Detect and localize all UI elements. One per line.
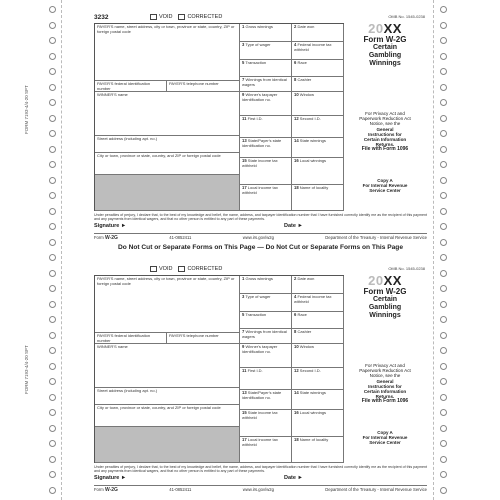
box-14[interactable]: 14 State winnings [292,390,344,410]
notice-line: Notice, see the [369,121,401,127]
field-label: City or town, province or state, country, and ZIP or foreign postal code [97,405,221,410]
box-label: Second I.D. [299,368,321,373]
notice-line: General [376,126,394,132]
box-5[interactable]: 5 Transaction [240,312,292,329]
payer-name-field[interactable] [95,276,240,333]
box-label: State/Payer's state identification no. [242,138,282,148]
title-line: Gambling [368,52,402,59]
notice-line: General [376,378,394,384]
box-9[interactable]: 9 Winner's taxpayer identification no. [240,92,292,116]
box-6[interactable]: 6 Race [292,312,344,329]
footer-url: www.irs.gov/w2g [242,235,274,240]
copy-label: Copy A [377,178,393,183]
title-line: Winnings [369,312,401,319]
box-label: Transaction [245,312,267,317]
notice-line: Instructions for [368,131,402,137]
pin-hole [440,130,447,137]
field-label: Street address (including apt. no.) [97,136,158,141]
footer-url: www.irs.gov/w2g [242,487,274,492]
pin-hole [49,68,56,75]
pin-hole [49,332,56,339]
payer-phone-field[interactable] [167,81,240,92]
pin-hole [440,208,447,215]
box-5[interactable]: 5 Transaction [240,60,292,77]
file-with-note: File with Form 1096 [361,146,409,152]
box-label: State winnings [299,390,326,395]
pin-hole [49,409,56,416]
title-line: Certain [372,44,398,51]
checkbox-icon [150,266,157,272]
box-label: Name of locality [299,437,329,442]
void-checkbox[interactable] [150,14,172,20]
perjury-statement: Under penalties of perjury, I declare that, to the best of my knowledge and belief, the name, address, and taxpayer identification number that I have furnished correctly identify me as the recipient of this payment and any payments from identical wagers, and that no other person is entitled to any part of these payments. [94,465,427,474]
notice-line: Instructions for [368,383,402,389]
pin-hole [440,99,447,106]
footer-dept: Department of the Treasury - Internal Revenue Service [325,487,427,492]
pin-hole [440,425,447,432]
pin-hole [49,84,56,91]
box-label: Second I.D. [299,116,321,121]
notice-line: Returns. [375,394,395,400]
box-7[interactable]: 7 Winnings from identical wagers [240,77,292,92]
field-label: PAYER'S federal identification number [97,333,151,343]
copy-desc: Service Center [369,188,401,193]
pin-hole [440,270,447,277]
pin-hole [440,68,447,75]
void-checkbox[interactable] [150,266,172,272]
pin-hole [440,53,447,60]
box-18[interactable]: 18 Name of locality [292,437,344,463]
pin-hole [49,440,56,447]
box-4[interactable]: 4 Federal income tax withheld [292,294,344,312]
box-label: Type of wager [245,294,271,299]
payer-fid-field[interactable] [95,333,167,344]
box-15[interactable]: 15 State income tax withheld [240,410,292,437]
box-2[interactable]: 2 Date won [292,24,344,42]
box-label: Winnings from identical wagers [242,329,287,339]
box-label: Winner's taxpayer identification no. [242,344,278,354]
pin-hole [440,394,447,401]
pin-hole [440,254,447,261]
box-label: Local income tax withheld [242,437,278,447]
privacy-notice [344,111,426,147]
box-label: Cashier [297,77,312,82]
pin-hole [440,409,447,416]
box-1[interactable]: 1 Gross winnings [240,24,292,42]
pin-hole [440,332,447,339]
pin-hole [440,37,447,44]
title-line: Certain [372,296,398,303]
pin-hole [440,192,447,199]
right-perforation [433,0,434,500]
field-label: PAYER'S telephone number [169,333,219,338]
pin-hole [440,378,447,385]
left-perforation [61,0,62,500]
notice-line: For Privacy Act and [365,363,405,368]
pin-hole [440,146,447,153]
form-name: Form W-2G [363,35,407,44]
pin-hole [49,471,56,478]
left-tractor-holes [46,6,58,494]
checkbox-icon [150,14,157,20]
corrected-label: CORRECTED [187,266,223,272]
box-14[interactable]: 14 State winnings [292,138,344,158]
pin-hole [49,22,56,29]
field-label: PAYER'S federal identification number [97,81,151,91]
pin-hole [49,378,56,385]
pin-hole [440,301,447,308]
title-line: Winnings [369,60,401,67]
box-label: Race [297,312,307,317]
box-label: Gross winnings [245,24,273,29]
copy-desc: For Internal Revenue [362,183,408,188]
notice-line: Certain Information [363,389,407,395]
box-label: State income tax withheld [242,158,278,168]
pin-hole [440,115,447,122]
pin-hole [49,208,56,215]
box-label: State income tax withheld [242,410,278,420]
box-13[interactable]: 13 State/Payer's state identification no. [240,390,292,410]
form-footer [94,233,427,241]
pin-hole [49,161,56,168]
form-header-row [94,12,234,22]
omb-number: OMB No. 1545-0238 [388,266,425,271]
box-label: Name of locality [299,185,329,190]
box-9[interactable]: 9 Winner's taxpayer identification no. [240,344,292,368]
pin-hole [49,363,56,370]
box-12[interactable]: 12 Second I.D. [292,368,344,390]
privacy-notice [344,363,426,399]
field-label: PAYER'S telephone number [169,81,219,86]
pin-hole [440,223,447,230]
notice-line: For Privacy Act and [365,111,405,116]
notice-line: Paperwork Reduction Act [359,368,411,374]
notice-line: Returns. [375,142,395,148]
signature-row [94,223,427,229]
winner-name-field[interactable] [95,92,240,136]
pin-hole [440,487,447,494]
pin-hole [49,223,56,230]
box-8[interactable]: 8 Cashier [292,329,344,344]
pin-hole [440,316,447,323]
pin-hole [49,37,56,44]
pin-hole [49,146,56,153]
signature-field[interactable]: Signature ► [94,223,127,229]
form-header-row [94,264,234,274]
field-label: City or town, province or state, country, and ZIP or foreign postal code [97,153,221,158]
file-with-note: File with Form 1096 [361,398,409,404]
pin-hole [49,53,56,60]
field-label: WINNER'S name [97,344,128,349]
right-tractor-holes [437,6,449,494]
signature-field[interactable]: Signature ► [94,475,127,481]
box-4[interactable]: 4 Federal income tax withheld [292,42,344,60]
notice-line: Certain Information [363,137,407,143]
omb-number: OMB No. 1545-0238 [388,14,425,19]
date-field[interactable]: Date ► [284,475,303,481]
checkbox-icon [178,266,185,272]
winner-name-field[interactable] [95,344,240,388]
corrected-checkbox[interactable] [178,266,222,272]
form-title [344,44,426,68]
box-16[interactable]: 16 Local winnings [292,410,344,437]
box-3[interactable]: 3 Type of wager [240,42,292,60]
box-11[interactable]: 11 First I.D. [240,368,292,390]
box-18[interactable]: 18 Name of locality [292,185,344,211]
shaded-area [95,427,240,463]
box-label: Date won [297,24,315,29]
field-label: PAYER'S name, street address, city or town, province or state, country, ZIP or foreign postal code [97,24,235,34]
box-7[interactable]: 7 Winnings from identical wagers [240,329,292,344]
footer-form-name: W-2G [104,235,118,241]
year-prefix: 20 [368,273,384,288]
box-1[interactable]: 1 Gross winnings [240,276,292,294]
box-3[interactable]: 3 Type of wager [240,294,292,312]
pin-hole [49,99,56,106]
footer-form-id [94,487,118,493]
form-footer [94,485,427,493]
box-label: Gross winnings [245,276,273,281]
cut-warning: Do Not Cut or Separate Forms on This Page — Do Not Cut or Separate Forms on This Page [117,244,404,251]
box-17[interactable]: 17 Local income tax withheld [240,437,292,463]
box-label: State winnings [299,138,326,143]
box-11[interactable]: 11 First I.D. [240,116,292,138]
pin-hole [49,270,56,277]
pin-hole [49,316,56,323]
footer-cat-number: 41-0852411 [169,487,192,492]
city-field[interactable] [95,153,240,175]
pin-hole [440,239,447,246]
year-prefix: 20 [368,21,384,36]
box-label: Federal income tax withheld [294,294,332,304]
side-form-code: FORM 7193-4/4-20 SPT [24,85,29,135]
pin-hole [440,440,447,447]
pin-hole [440,285,447,292]
pin-hole [440,363,447,370]
perjury-statement: Under penalties of perjury, I declare that, to the best of my knowledge and belief, the name, address, and taxpayer identification number that I have furnished correctly identify me as the recipient of this payment and any payments from identical wagers, and that no other person is entitled to any part of these payments. [94,213,427,222]
w2g-form-copy-1 [94,12,427,240]
payer-name-field[interactable] [95,24,240,81]
pin-hole [440,22,447,29]
box-8[interactable]: 8 Cashier [292,77,344,92]
pin-hole [49,115,56,122]
field-label: PAYER'S name, street address, city or town, province or state, country, ZIP or foreign postal code [97,276,235,286]
box-label: Window [299,344,315,349]
copy-designation [344,178,426,193]
signature-row [94,475,427,481]
w2g-form-copy-2 [94,264,427,492]
date-field[interactable]: Date ► [284,223,303,229]
payer-phone-field[interactable] [167,333,240,344]
pin-hole [49,456,56,463]
city-field[interactable] [95,405,240,427]
pin-hole [440,347,447,354]
footer-form-prefix: Form [94,235,104,240]
form-grid [94,23,344,211]
box-15[interactable]: 15 State income tax withheld [240,158,292,185]
street-field[interactable] [95,136,240,153]
box-16[interactable]: 16 Local winnings [292,158,344,185]
copy-desc: Service Center [369,440,401,445]
form-title [344,296,426,320]
form-name: Form W-2G [363,287,407,296]
pin-hole [49,394,56,401]
field-label: Street address (including apt. no.) [97,388,158,393]
box-17[interactable]: 17 Local income tax withheld [240,185,292,211]
notice-line: Notice, see the [369,373,401,379]
shaded-area [95,175,240,211]
box-label: Cashier [297,329,312,334]
box-label: First I.D. [247,116,263,121]
box-label: Window [299,92,315,97]
box-2[interactable]: 2 Date won [292,276,344,294]
pin-hole [49,6,56,13]
pin-hole [440,6,447,13]
street-field[interactable] [95,388,240,405]
tax-year [344,273,426,288]
pin-hole [49,239,56,246]
year-suffix: XX [383,273,402,288]
notice-line: Paperwork Reduction Act [359,116,411,122]
box-label: Winner's taxpayer identification no. [242,92,278,102]
form-code: 3232 [94,13,109,21]
checkbox-icon [178,14,185,20]
form-grid [94,275,344,463]
box-label: Local income tax withheld [242,185,278,195]
void-label: VOID [159,14,173,20]
footer-form-id [94,235,118,241]
box-10[interactable]: 10 Window [292,92,344,116]
footer-dept: Department of the Treasury - Internal Revenue Service [325,235,427,240]
pin-hole [49,425,56,432]
pin-hole [49,285,56,292]
pin-hole [49,301,56,308]
box-label: Transaction [245,60,267,65]
pin-hole [49,177,56,184]
copy-label: Copy A [377,430,393,435]
box-6[interactable]: 6 Race [292,60,344,77]
pin-hole [49,130,56,137]
footer-form-prefix: Form [94,487,104,492]
pin-hole [440,84,447,91]
box-label: First I.D. [247,368,263,373]
box-label: Federal income tax withheld [294,42,332,52]
copy-desc: For Internal Revenue [362,435,408,440]
footer-cat-number: 41-0852411 [169,235,192,240]
pin-hole [440,471,447,478]
box-label: Type of wager [245,42,271,47]
box-10[interactable]: 10 Window [292,344,344,368]
pin-hole [49,487,56,494]
corrected-label: CORRECTED [187,14,223,20]
field-label: WINNER'S name [97,92,128,97]
box-13[interactable]: 13 State/Payer's state identification no. [240,138,292,158]
title-line: Gambling [368,304,402,311]
pin-hole [440,456,447,463]
footer-form-name: W-2G [104,487,118,493]
void-label: VOID [159,266,173,272]
pin-hole [49,254,56,261]
box-label: State/Payer's state identification no. [242,390,282,400]
side-form-code: FORM 7193-4/4-20 SPT [24,345,29,395]
box-label: Date won [297,276,315,281]
corrected-checkbox[interactable] [178,14,222,20]
pin-hole [49,347,56,354]
pin-hole [49,192,56,199]
box-label: Race [297,60,307,65]
year-suffix: XX [383,21,402,36]
box-label: Local winnings [299,410,327,415]
pin-hole [440,177,447,184]
box-12[interactable]: 12 Second I.D. [292,116,344,138]
pin-hole [440,161,447,168]
tax-year [344,21,426,36]
box-label: Winnings from identical wagers [242,77,287,87]
payer-fid-field[interactable] [95,81,167,92]
box-label: Local winnings [299,158,327,163]
copy-designation [344,430,426,445]
